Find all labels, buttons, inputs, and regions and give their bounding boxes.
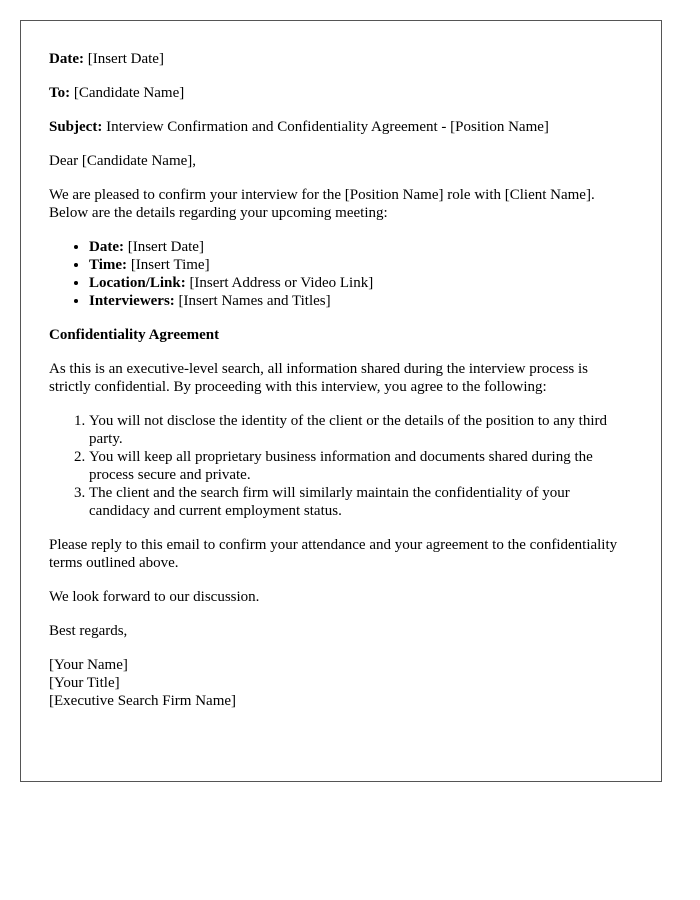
detail-label: Location/Link: (89, 275, 186, 291)
detail-item-location (89, 274, 633, 292)
letter (20, 20, 662, 782)
date-value: [Insert Date] (83, 51, 164, 67)
subject-line (49, 118, 633, 136)
term-item: 3. The client and the search firm will similarly maintain the confidentiality of your candidacy and current employment status. (89, 484, 633, 520)
to-label: To: (49, 85, 71, 101)
to-value: [Candidate Name] (70, 85, 185, 101)
date-label: Date: (49, 51, 84, 67)
detail-label: Date: (89, 239, 124, 255)
detail-value: [Insert Address or Video Link] (185, 275, 374, 291)
detail-value: [Insert Date] (123, 239, 204, 255)
detail-label: Time: (89, 257, 128, 273)
signature-block (49, 656, 633, 710)
detail-item-time (89, 256, 633, 274)
confidentiality-intro: As this is an executive-level search, all information shared during the interview process is strictly confidential. By proceeding with this interview, you agree to the following: (49, 361, 589, 395)
signoff: Best regards, (49, 623, 128, 639)
signature-title: [Your Title] (49, 675, 120, 691)
term-item: 2. You will keep all proprietary business information and documents shared during the process secure and private. (89, 448, 633, 484)
subject-label: Subject: (49, 119, 103, 135)
confidentiality-terms-list (49, 412, 633, 520)
closing-request: Please reply to this email to confirm your attendance and your agreement to the confidentiality terms outlined above. (49, 537, 618, 571)
signature-name: [Your Name] (49, 657, 128, 673)
to-line (49, 84, 633, 102)
detail-value: [Insert Time] (127, 257, 210, 273)
detail-label: Interviewers: (89, 293, 175, 309)
closing-line: We look forward to our discussion. (49, 589, 260, 605)
term-item: 1. You will not disclose the identity of the client or the details of the position to any third party. (89, 412, 633, 448)
intro-paragraph: We are pleased to confirm your interview for the [Position Name] role with [Client Name]. Below are the details regarding your upcoming meeting: (49, 187, 595, 221)
date-line (49, 50, 633, 68)
detail-value: [Insert Names and Titles] (174, 293, 331, 309)
confidentiality-heading: Confidentiality Agreement (49, 327, 220, 343)
interview-details-list (49, 238, 633, 310)
subject-value: Interview Confirmation and Confidentiality Agreement - [Position Name] (102, 119, 549, 135)
detail-item-date (89, 238, 633, 256)
signature-firm: [Executive Search Firm Name] (49, 693, 237, 709)
greeting: Dear [Candidate Name], (49, 153, 197, 169)
detail-item-interviewers (89, 292, 633, 310)
